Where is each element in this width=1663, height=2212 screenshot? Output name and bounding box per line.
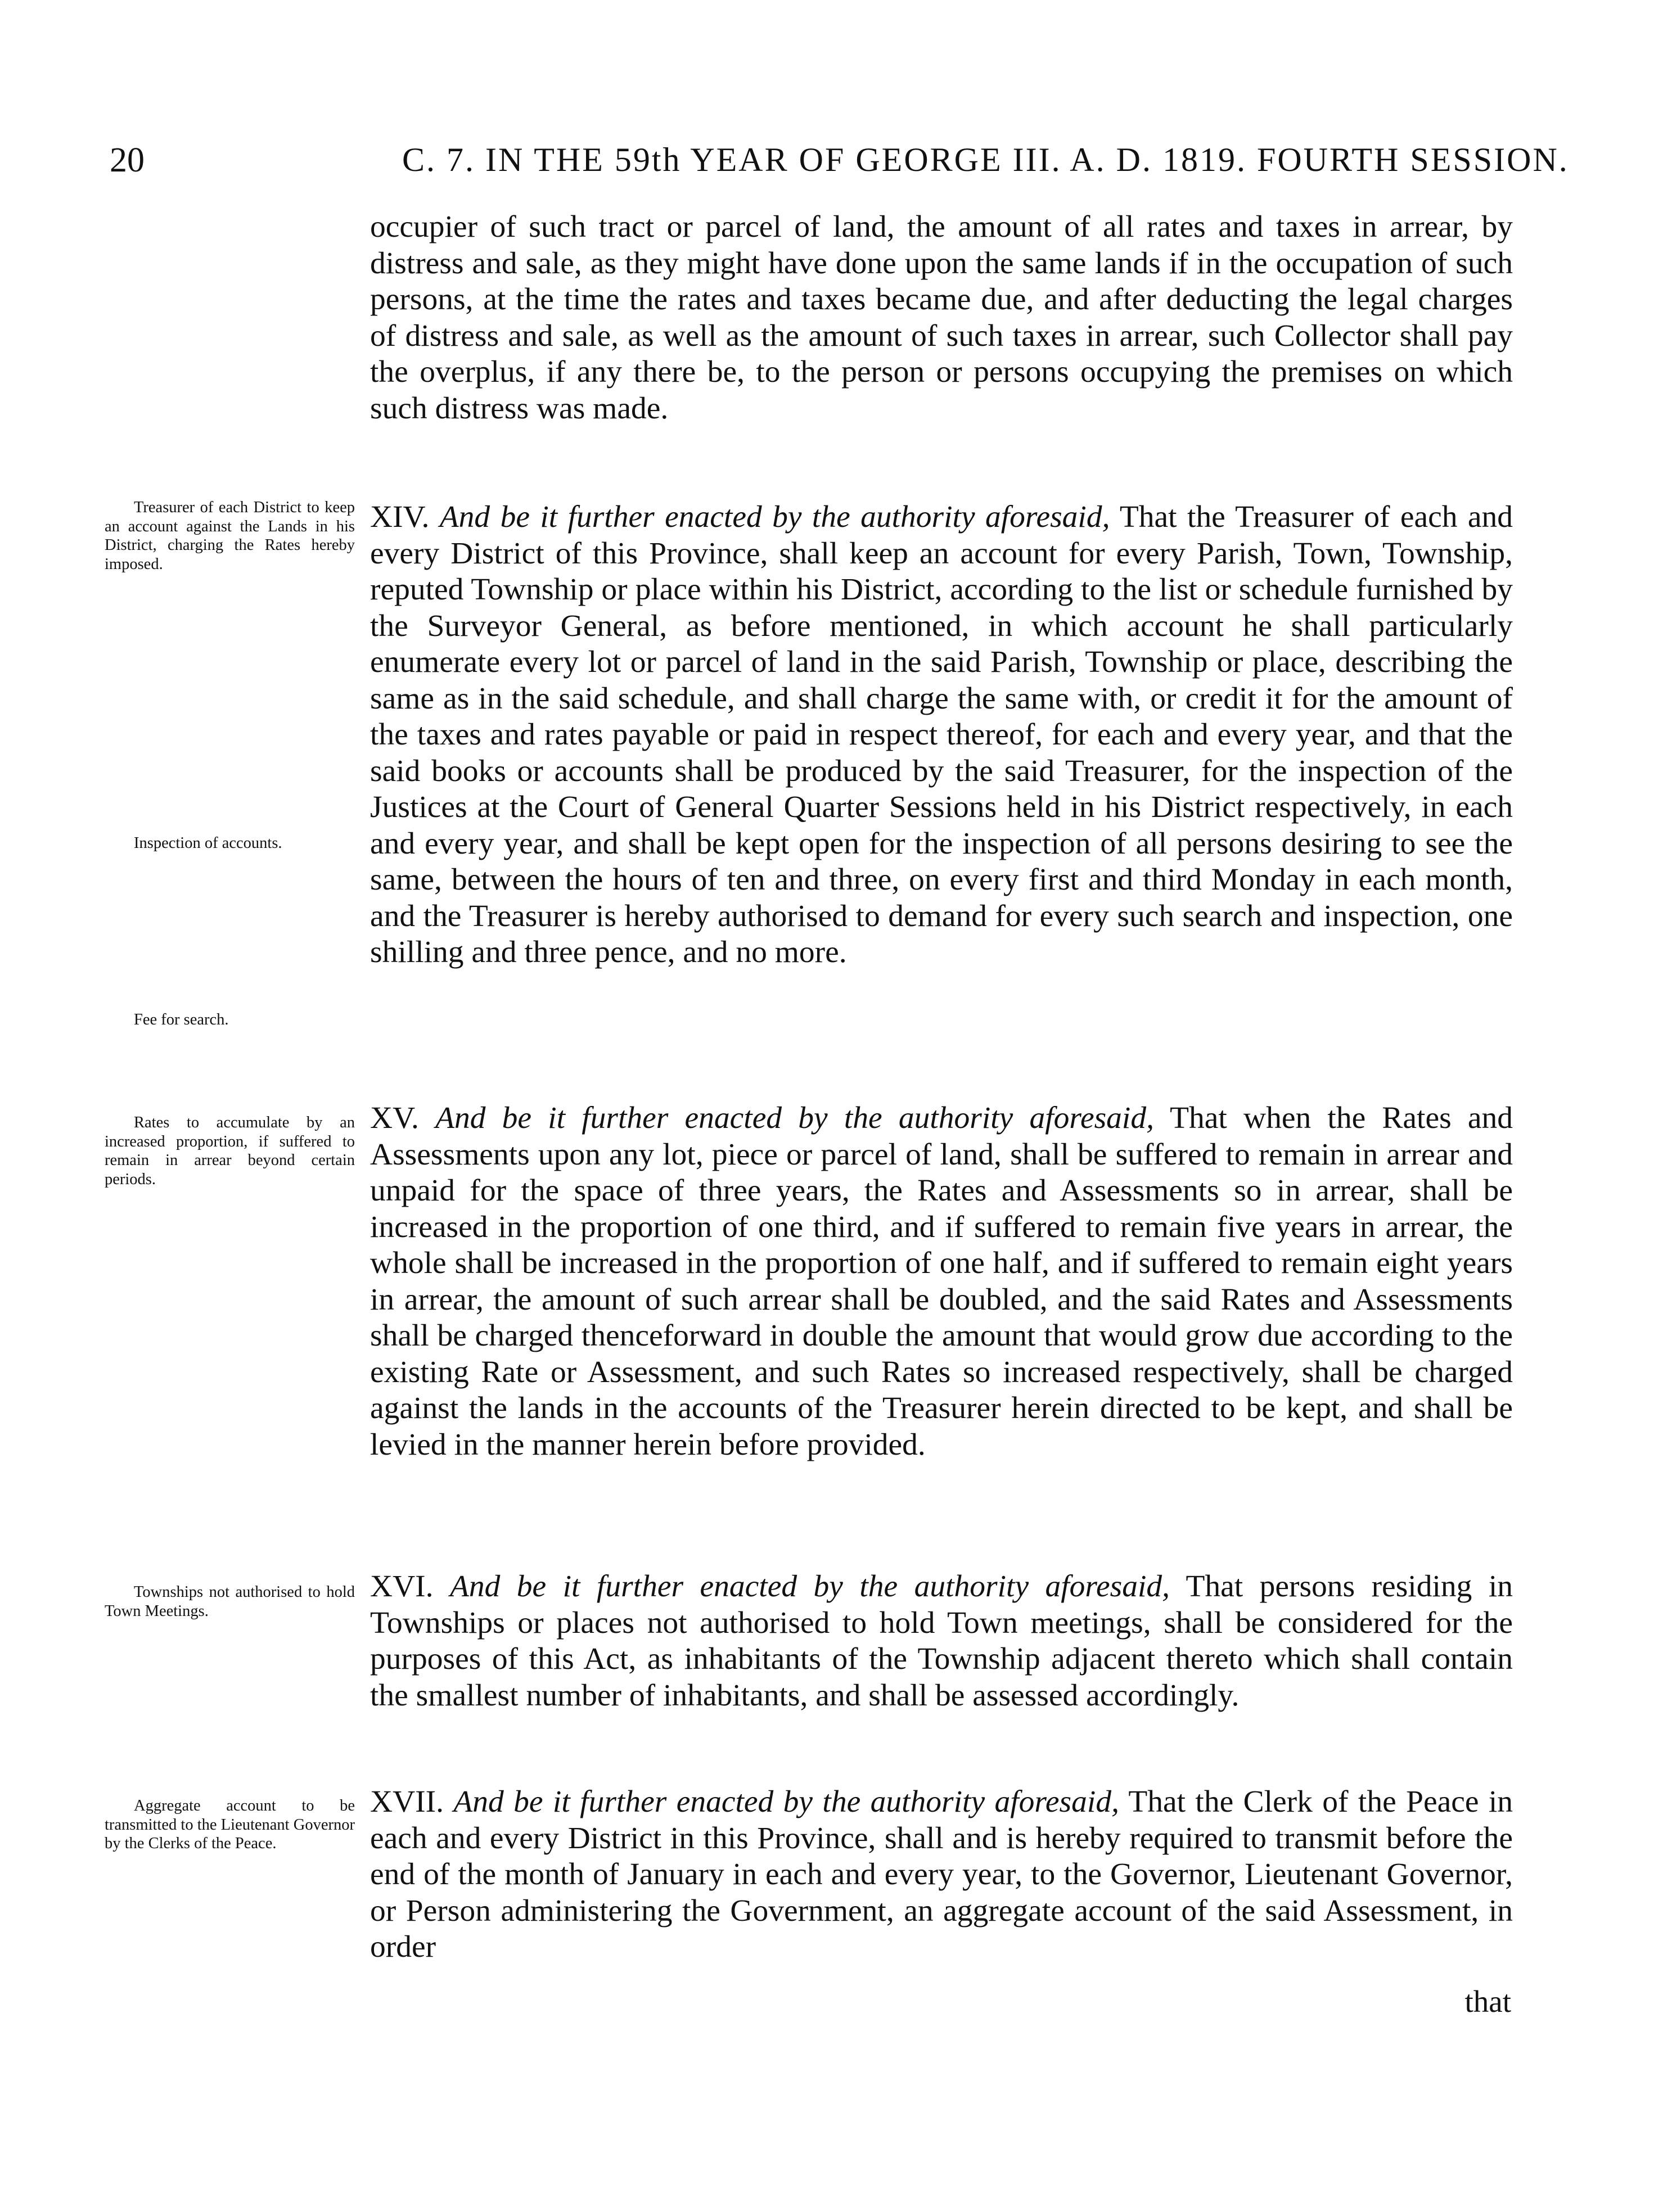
section-number: XIV.	[370, 500, 430, 534]
enacting-clause: And be it further enacted by the authority aforesaid,	[435, 1101, 1154, 1135]
page-number: 20	[110, 141, 145, 179]
continuation-text: occupier of such tract or parcel of land, the amount of all rates and taxes in arrear, by distress and sale, as they might have done upon the same lands if in the occupation of such persons, at the time the rates and taxes became due, and after deducting the legal charges of distress and sale, as well as the amount of such taxes in arrear, such Collector shall pay the overplus, if any there be, to the person or persons occupying the premises on which such distress was made.	[370, 210, 1513, 426]
running-title: C. 7. IN THE 59th YEAR OF GEORGE III. A. D. 1819. FOURTH SESSION.	[402, 141, 1569, 178]
margin-note: Rates to accumulate by an increased proportion, if suffered to remain in arrear beyond certain periods.	[105, 1114, 355, 1188]
section-text: That when the Rates and Assessments upon any lot, piece or parcel of land, shall be suffered to remain in arrear and unpaid for the space of three years, the Rates and Assessments so in arrear, shall be increased in the proportion of one third, and if suffered to remain five years in arrear, the whole shall be increased in the proportion of one half, and if suffered to remain eight years in arrear, the amount of such arrear shall be doubled, and the said Rates and Assessments shall be charged thenceforward in double the amount that would grow due according to the existing Rate or Assessment, and such Rates so increased respectively, shall be charged against the lands in the accounts of the Treasurer herein directed to be kept, and shall be levied in the manner herein before provided.	[370, 1101, 1513, 1462]
page-header	[110, 141, 1569, 194]
catchword: that	[1464, 1984, 1511, 2019]
margin-note: Aggregate account to be transmitted to the Lieutenant Governor by the Clerks of the Peace.	[105, 1797, 355, 1852]
section-number: XV.	[370, 1101, 419, 1135]
section-xv	[370, 1100, 1513, 1463]
margin-note: Treasurer of each District to keep an account against the Lands in his District, charging the Rates hereby imposed.	[105, 499, 355, 573]
section-xvi	[370, 1569, 1513, 1714]
section-xvii	[370, 1784, 1513, 1966]
section-number: XVI.	[370, 1569, 434, 1604]
enacting-clause: And be it further enacted by the authority aforesaid,	[449, 1569, 1170, 1604]
section-text: That the Treasurer of each and every District of this Province, shall keep an account for every Parish, Town, Township, reputed Township or place within his District, according to the list or schedule furnished by the Surveyor General, as before mentioned, in which account he shall particularly enumerate every lot or parcel of land in the said Parish, Township or place, describing the same as in the said schedule, and shall charge the same with, or credit it for the amount of the taxes and rates payable or paid in respect thereof, for each and every year, and that the said books or accounts shall be produced by the said Treasurer, for the inspection of the Justices at the Court of General Quarter Sessions held in his District respectively, in each and every year, and shall be kept open for the inspection of all persons desiring to see the same, between the hours of ten and three, on every first and third Monday in each month, and the Treasurer is hereby authorised to demand for every such search and inspection, one shilling and three pence, and no more.	[370, 500, 1513, 969]
section-text: That persons residing in Townships or places not authorised to hold Town meetings, shall be considered for the purposes of this Act, as inhabitants of the Township adjacent thereto which shall contain the smallest number of inhabitants, and shall be assessed accordingly.	[370, 1569, 1513, 1713]
margin-note: Inspection of accounts.	[134, 834, 282, 852]
continuation-paragraph	[370, 209, 1513, 427]
section-number: XVII.	[370, 1785, 444, 1819]
section-xiv	[370, 499, 1513, 971]
section-text: That the Clerk of the Peace in each and every District in this Province, shall and is hereby required to transmit before the end of the month of January in each and every year, to the Governor, Lieutenant Governor, or Person administering the Government, an aggregate account of the said Assessment, in order	[370, 1785, 1513, 1964]
margin-note: Fee for search.	[134, 1011, 229, 1028]
enacting-clause: And be it further enacted by the authority aforesaid,	[439, 500, 1110, 534]
margin-note: Townships not authorised to hold Town Meetings.	[105, 1583, 355, 1620]
enacting-clause: And be it further enacted by the authority aforesaid,	[453, 1785, 1119, 1819]
